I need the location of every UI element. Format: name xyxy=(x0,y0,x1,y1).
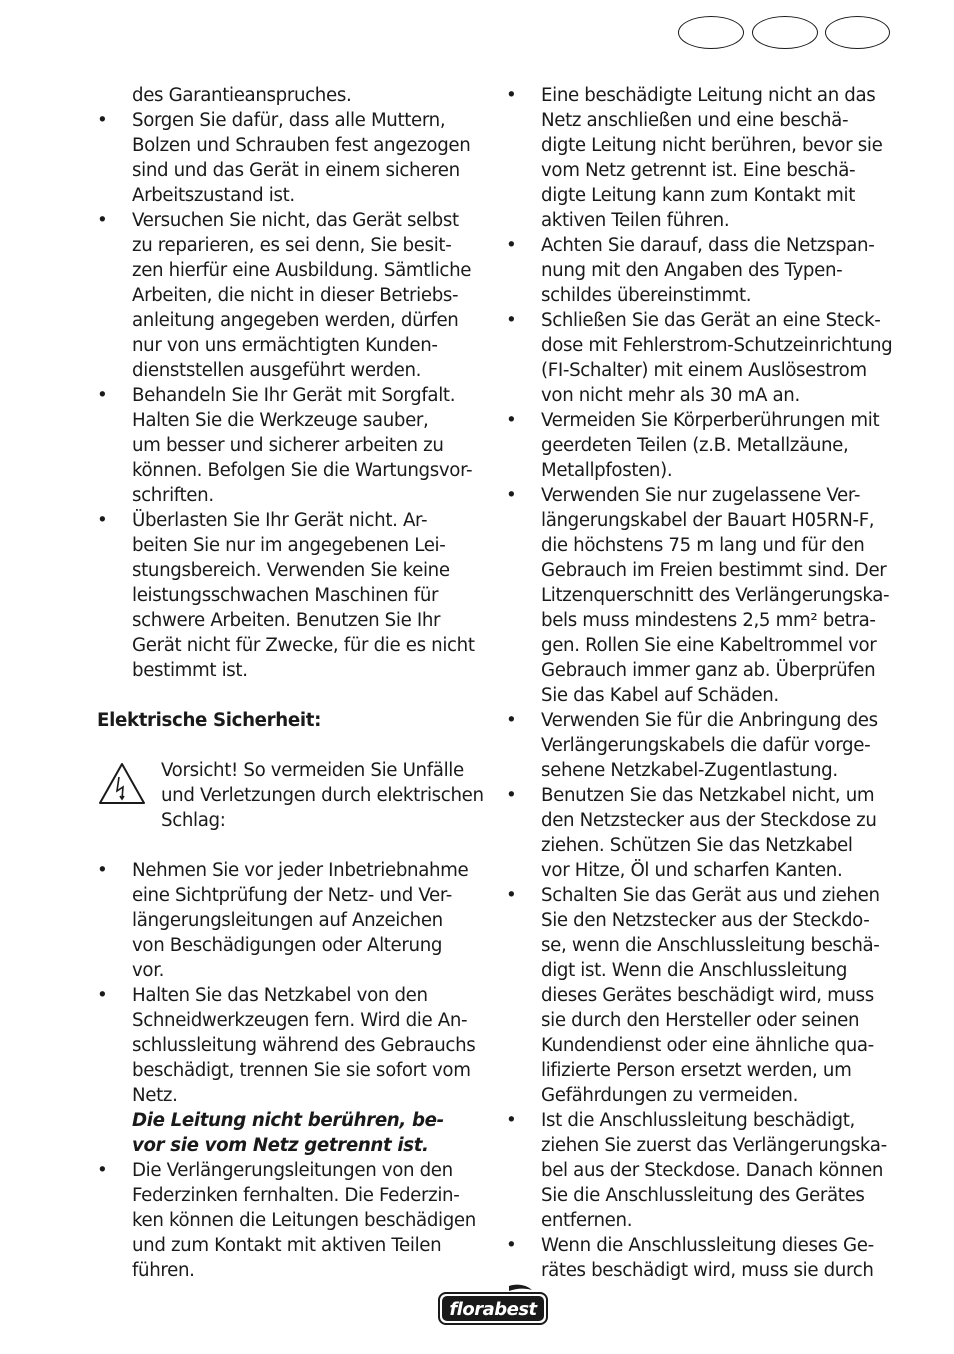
warning-text xyxy=(161,758,483,833)
text-line: ziehen Sie zuerst das Verlängerungska- xyxy=(541,1135,887,1156)
list-item xyxy=(506,883,894,1108)
text-line: rätes beschädigt wird, muss sie durch xyxy=(541,1260,874,1281)
list-item xyxy=(97,508,483,683)
language-tab-oval-2 xyxy=(752,16,818,49)
bullet: • xyxy=(97,860,108,881)
section-heading: Elektrische Sicherheit: xyxy=(97,710,322,731)
text-line: Gefährdungen zu vermeiden. xyxy=(541,1085,799,1106)
text-line: Netz. xyxy=(132,1085,178,1106)
bullet-list-right xyxy=(506,83,894,1283)
text-line: Gerät nicht für Zwecke, für die es nicht xyxy=(132,635,475,656)
list-item xyxy=(97,383,483,508)
text-line: Verwenden Sie für die Anbringung des xyxy=(541,710,878,731)
text-line: Sie das Kabel auf Schäden. xyxy=(541,685,779,706)
text-line: Ist die Anschlussleitung beschädigt, xyxy=(541,1110,855,1131)
list-item xyxy=(506,483,894,708)
text-line: sie durch den Hersteller oder seinen xyxy=(541,1010,860,1031)
continuation-text xyxy=(97,83,483,108)
text-line: Arbeiten, die nicht in dieser Betriebs- xyxy=(132,285,459,306)
text-line: digt ist. Wenn die Anschlussleitung xyxy=(541,960,848,981)
text-line: beschädigt, trennen Sie sie sofort vom xyxy=(132,1060,471,1081)
text-line: Die Verlängerungsleitungen von den xyxy=(132,1160,453,1181)
bullet: • xyxy=(97,510,108,531)
text-line: sehene Netzkabel-Zugentlastung. xyxy=(541,760,838,781)
text-line: Kundendienst oder eine ähnliche qua- xyxy=(541,1035,874,1056)
list-item-text xyxy=(541,708,894,783)
text-line: (FI-Schalter) mit einem Auslösestrom xyxy=(541,360,867,381)
text-line: bestimmt ist. xyxy=(132,660,248,681)
text-line: Vorsicht! So vermeiden Sie Unfälle xyxy=(161,760,464,781)
text-line: Litzenquerschnitt des Verlängerungska- xyxy=(541,585,890,606)
language-tab-ovals xyxy=(678,16,890,52)
text-line: Bolzen und Schrauben fest angezogen xyxy=(132,135,471,156)
electric-hazard-icon xyxy=(97,761,147,807)
text-line: vor. xyxy=(132,960,165,981)
text-line: Nehmen Sie vor jeder Inbetriebnahme xyxy=(132,860,469,881)
text-line: gen. Rollen Sie eine Kabeltrommel vor xyxy=(541,635,877,656)
text-line: von nicht mehr als 30 mA an. xyxy=(541,385,800,406)
florabest-logo xyxy=(437,1283,549,1327)
text-line: entfernen. xyxy=(541,1210,633,1231)
text-line: dose mit Fehlerstrom-Schutzeinrichtung xyxy=(541,335,893,356)
text-line: digte Leitung kann zum Kontakt mit xyxy=(541,185,855,206)
text-line: Halten Sie die Werkzeuge sauber, xyxy=(132,410,429,431)
text-line: ken können die Leitungen beschädigen xyxy=(132,1210,476,1231)
list-item xyxy=(97,1158,483,1283)
bullet: • xyxy=(506,410,517,431)
bullet: • xyxy=(506,1110,517,1131)
bullet: • xyxy=(506,710,517,731)
list-item-text xyxy=(541,408,894,483)
list-item xyxy=(506,1108,894,1233)
text-line: Federzinken fernhalten. Die Federzin- xyxy=(132,1185,460,1206)
bullet: • xyxy=(506,785,517,806)
text-line: Achten Sie darauf, dass die Netzspan- xyxy=(541,235,875,256)
bullet: • xyxy=(506,85,517,106)
text-line: aktiven Teilen führen. xyxy=(541,210,730,231)
text-line: die höchstens 75 m lang und für den xyxy=(541,535,865,556)
text-line: beiten Sie nur im angegebenen Lei- xyxy=(132,535,446,556)
bullet: • xyxy=(506,1235,517,1256)
text-line: schriften. xyxy=(132,485,214,506)
text-line: Gebrauch im Freien bestimmt sind. Der xyxy=(541,560,887,581)
text-line: nung mit den Angaben des Typen- xyxy=(541,260,843,281)
list-item-text xyxy=(132,208,483,383)
list-item-text xyxy=(541,1108,894,1233)
text-line: anleitung angegeben werden, dürfen xyxy=(132,310,459,331)
list-item-text xyxy=(541,883,894,1108)
language-tab-oval-3 xyxy=(825,16,890,49)
text-line: Metallpfosten). xyxy=(541,460,673,481)
text-line: Überlasten Sie Ihr Gerät nicht. Ar- xyxy=(132,510,428,531)
text-line: Wenn die Anschlussleitung dieses Ge- xyxy=(541,1235,874,1256)
left-column xyxy=(97,83,483,1283)
list-item-text xyxy=(541,783,894,883)
text-line: Sie die Anschlussleitung des Gerätes xyxy=(541,1185,865,1206)
list-item xyxy=(506,1233,894,1283)
text-line: Verlängerungskabels die dafür vorge- xyxy=(541,735,871,756)
text-line: Schließen Sie das Gerät an eine Steck- xyxy=(541,310,881,331)
text-line: den Netzstecker aus der Steckdose zu xyxy=(541,810,877,831)
list-item-text xyxy=(541,83,894,233)
text-line: Die Leitung nicht berühren, be- xyxy=(132,1110,444,1131)
list-item-text xyxy=(132,383,483,508)
bullet: • xyxy=(506,885,517,906)
text-line: Schlag: xyxy=(161,810,226,831)
emphasis-text xyxy=(132,1108,483,1158)
bullet: • xyxy=(97,385,108,406)
text-line: eine Sichtprüfung der Netz- und Ver- xyxy=(132,885,453,906)
text-line: bels muss mindestens 2,5 mm² betra- xyxy=(541,610,876,631)
text-line: leistungsschwachen Maschinen für xyxy=(132,585,439,606)
text-line: geerdeten Teilen (z.B. Metallzäune, xyxy=(541,435,849,456)
text-line: Gebrauch immer ganz ab. Überprüfen xyxy=(541,660,876,681)
text-line: Sorgen Sie dafür, dass alle Muttern, xyxy=(132,110,446,131)
text-line: können. Befolgen Sie die Wartungsvor- xyxy=(132,460,473,481)
text-line: sind und das Gerät in einem sicheren xyxy=(132,160,460,181)
text-line: des Garantieanspruches. xyxy=(132,85,352,106)
text-line: und zum Kontakt mit aktiven Teilen xyxy=(132,1235,442,1256)
list-item-text xyxy=(132,508,483,683)
language-tab-oval-1 xyxy=(678,16,744,49)
text-line: bel aus der Steckdose. Danach können xyxy=(541,1160,884,1181)
text-line: Sie den Netzstecker aus der Steckdo- xyxy=(541,910,870,931)
list-item xyxy=(506,83,894,233)
text-line: lifizierte Person ersetzt werden, um xyxy=(541,1060,852,1081)
text-line: Eine beschädigte Leitung nicht an das xyxy=(541,85,876,106)
bullet: • xyxy=(97,110,108,131)
bullet: • xyxy=(506,485,517,506)
list-item xyxy=(97,858,483,983)
text-line: dieses Gerätes beschädigt wird, muss xyxy=(541,985,874,1006)
bullet-list-top xyxy=(97,108,483,683)
text-line: um besser und sicherer arbeiten zu xyxy=(132,435,444,456)
list-item xyxy=(506,783,894,883)
text-line: Versuchen Sie nicht, das Gerät selbst xyxy=(132,210,459,231)
list-item-text xyxy=(541,308,894,408)
list-item-text xyxy=(541,1233,894,1283)
list-item-text xyxy=(541,233,894,308)
list-item xyxy=(97,983,483,1158)
text-line: und Verletzungen durch elektrischen xyxy=(161,785,484,806)
text-line: stungsbereich. Verwenden Sie keine xyxy=(132,560,450,581)
bullet: • xyxy=(97,210,108,231)
text-line: Schalten Sie das Gerät aus und ziehen xyxy=(541,885,880,906)
bullet: • xyxy=(97,985,108,1006)
text-line: zu reparieren, es sei denn, Sie besit- xyxy=(132,235,452,256)
bullet: • xyxy=(506,235,517,256)
text-line: längerungsleitungen auf Anzeichen xyxy=(132,910,443,931)
text-line: Vermeiden Sie Körperberührungen mit xyxy=(541,410,880,431)
text-line: Netz anschließen und eine beschä- xyxy=(541,110,849,131)
text-line: schwere Arbeiten. Benutzen Sie Ihr xyxy=(132,610,441,631)
logo-text: florabest xyxy=(449,1299,537,1320)
text-line: Behandeln Sie Ihr Gerät mit Sorgfalt. xyxy=(132,385,456,406)
text-line: ziehen. Schützen Sie das Netzkabel xyxy=(541,835,853,856)
text-line: Arbeitszustand ist. xyxy=(132,185,295,206)
right-column xyxy=(506,83,894,1283)
bullet: • xyxy=(97,1160,108,1181)
list-item xyxy=(506,408,894,483)
text-line: schildes übereinstimmt. xyxy=(541,285,752,306)
list-item xyxy=(97,108,483,208)
bullet: • xyxy=(506,310,517,331)
text-line: dienststellen ausgeführt werden. xyxy=(132,360,422,381)
text-line: digte Leitung nicht berühren, bevor sie xyxy=(541,135,883,156)
text-line: vor Hitze, Öl und scharfen Kanten. xyxy=(541,860,843,881)
list-item xyxy=(97,208,483,383)
list-item-text xyxy=(132,108,483,208)
text-line: vor sie vom Netz getrennt ist. xyxy=(132,1135,429,1156)
text-line: Verwenden Sie nur zugelassene Ver- xyxy=(541,485,861,506)
text-line: Schneidwerkzeugen fern. Wird die An- xyxy=(132,1010,468,1031)
text-line: Halten Sie das Netzkabel von den xyxy=(132,985,428,1006)
text-line: vom Netz getrennt ist. Eine beschä- xyxy=(541,160,856,181)
list-item xyxy=(506,308,894,408)
list-item xyxy=(506,708,894,783)
list-item-text xyxy=(541,483,894,708)
text-line: se, wenn die Anschlussleitung beschä- xyxy=(541,935,880,956)
text-line: führen. xyxy=(132,1260,195,1281)
text-line: zen hierfür eine Ausbildung. Sämtliche xyxy=(132,260,472,281)
warning-block xyxy=(97,758,483,833)
text-line: Benutzen Sie das Netzkabel nicht, um xyxy=(541,785,875,806)
text-line: nur von uns ermächtigten Kunden- xyxy=(132,335,438,356)
text-line: schlussleitung während des Gebrauchs xyxy=(132,1035,476,1056)
list-item xyxy=(506,233,894,308)
text-line: längerungskabel der Bauart H05RN-F, xyxy=(541,510,875,531)
text-line: von Beschädigungen oder Alterung xyxy=(132,935,443,956)
